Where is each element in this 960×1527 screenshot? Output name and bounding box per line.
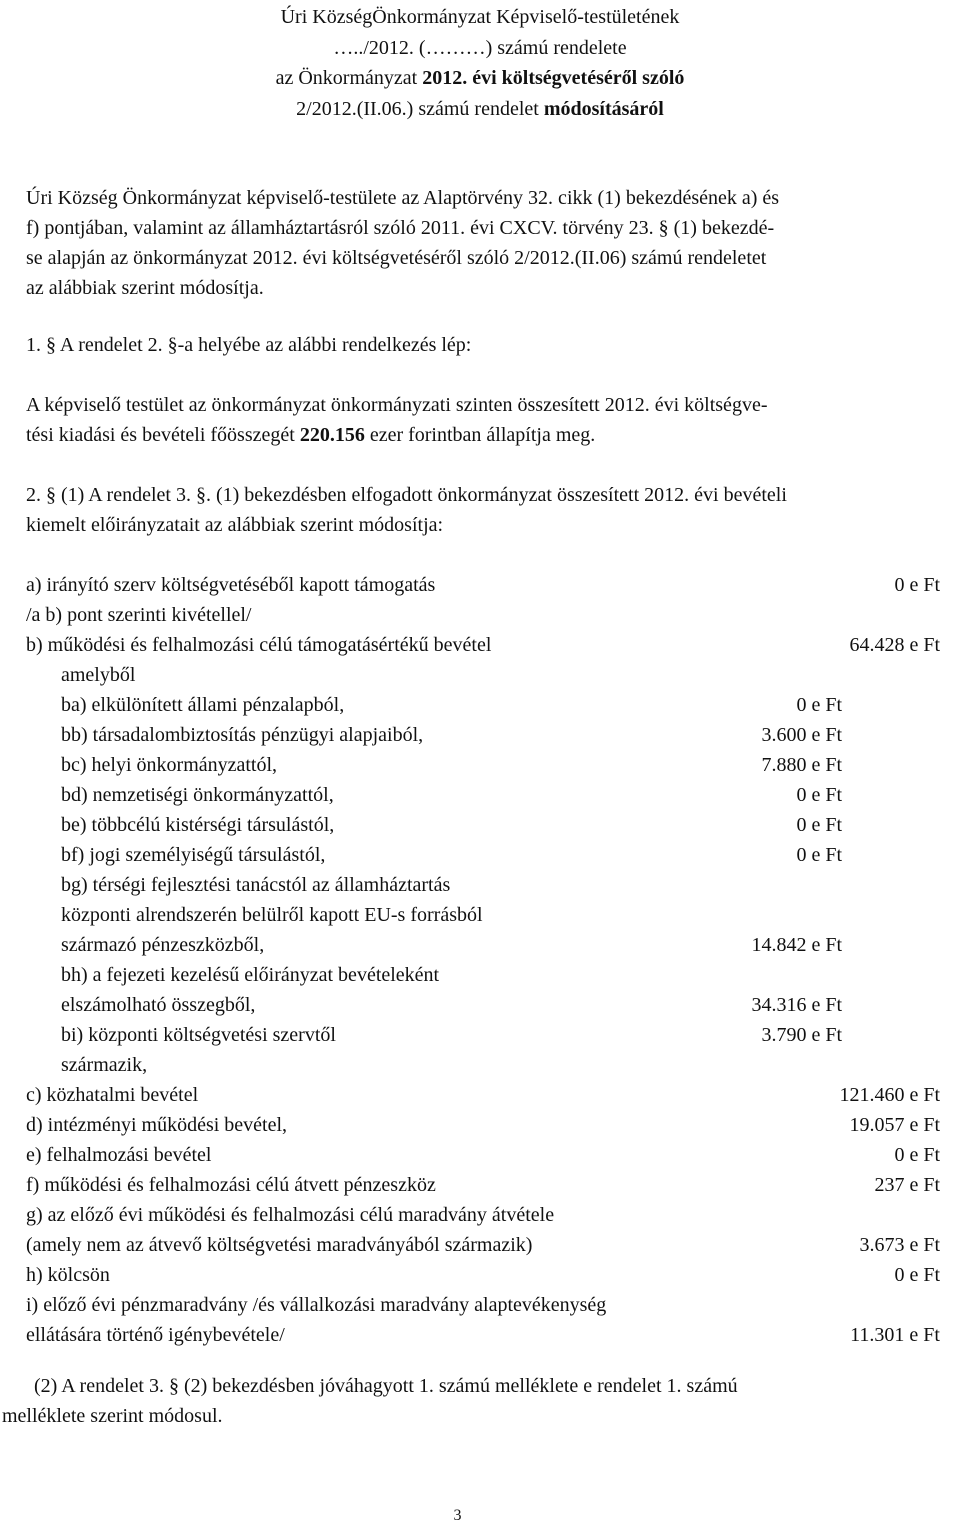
- intro-line-4: az alábbiak szerint módosítja.: [26, 277, 264, 299]
- item-d-amount: 19.057 e Ft: [849, 1114, 940, 1136]
- item-bc: bc) helyi önkormányzattól,: [61, 754, 278, 776]
- item-f: f) működési és felhalmozási célú átvett pénzeszköz: [26, 1174, 436, 1196]
- item-i-amount: 11.301 e Ft: [850, 1324, 940, 1346]
- item-i-line-2: ellátására történő igénybevétele/: [26, 1324, 285, 1346]
- item-bg-amount: 14.842 e Ft: [751, 934, 842, 956]
- para-2-line-1: (2) A rendelet 3. § (2) bekezdésben jóváhagyott 1. számú melléklete e rendelet 1. számú: [34, 1375, 738, 1397]
- title-line-4: 2/2012.(II.06.) számú rendelet módosításáról: [296, 97, 664, 120]
- item-ba-amount: 0 e Ft: [796, 694, 842, 716]
- item-bg-line-2: központi alrendszerén belülről kapott EU-s forrásból: [61, 904, 483, 926]
- item-bg-line-1: bg) térségi fejlesztési tanácstól az államháztartás: [61, 874, 451, 896]
- item-g-line-2: (amely nem az átvevő költségvetési maradványából származik): [26, 1234, 533, 1256]
- section-2-line-2: kiemelt előirányzatait az alábbiak szerint módosítja:: [26, 514, 444, 536]
- item-bh-line-2: elszámolható összegből,: [61, 994, 256, 1016]
- intro-line-2: f) pontjában, valamint az államháztartásról szóló 2011. évi CXCV. törvény 23. § (1) bekezdé-: [26, 217, 775, 239]
- item-a-amount: 0 e Ft: [894, 574, 940, 596]
- total-amount: 220.156: [299, 424, 365, 446]
- item-bc-amount: 7.880 e Ft: [761, 754, 842, 776]
- item-g-amount: 3.673 e Ft: [859, 1234, 940, 1256]
- item-h: h) kölcsön: [26, 1264, 110, 1286]
- item-bi-tail: származik,: [61, 1054, 148, 1076]
- intro-line-1: Úri Község Önkormányzat képviselő-testülete az Alaptörvény 32. cikk (1) bekezdésének a) és: [26, 187, 780, 209]
- item-a: a) irányító szerv költségvetéséből kapott támogatás: [26, 574, 436, 596]
- item-ba: ba) elkülönített állami pénzalapból,: [61, 694, 345, 716]
- item-be: be) többcélú kistérségi társulástól,: [61, 814, 335, 836]
- title-line-1: Úri KözségÖnkormányzat Képviselő-testületének: [280, 6, 680, 28]
- section-1-line-1: A képviselő testület az önkormányzat önkormányzati szinten összesített 2012. évi költségve-: [26, 394, 768, 416]
- para-2-line-2: melléklete szerint módosul.: [2, 1405, 223, 1427]
- item-bb: bb) társadalombiztosítás pénzügyi alapjaiból,: [61, 724, 424, 746]
- item-i-line-1: i) előző évi pénzmaradvány /és vállalkozási maradvány alaptevékenység: [26, 1294, 607, 1316]
- page-number: 3: [453, 1507, 462, 1524]
- item-bh-line-1: bh) a fejezeti kezelésű előirányzat bevételeként: [61, 964, 440, 986]
- item-bh-amount: 34.316 e Ft: [751, 994, 842, 1016]
- intro-line-3: se alapján az önkormányzat 2012. évi költségvetéséről szóló 2/2012.(II.06) számú rendeletet: [26, 247, 767, 269]
- item-bi: bi) központi költségvetési szervtől: [61, 1024, 336, 1046]
- item-bd: bd) nemzetiségi önkormányzattól,: [61, 784, 334, 806]
- section-1-line-2: tési kiadási és bevételi főösszegét 220.156 ezer forintban állapítja meg.: [26, 424, 596, 446]
- item-e-amount: 0 e Ft: [894, 1144, 940, 1166]
- section-2-line-1: 2. § (1) A rendelet 3. §. (1) bekezdésben elfogadott önkormányzat összesített 2012. évi bevételi: [26, 484, 787, 506]
- section-1-heading: 1. § A rendelet 2. §-a helyébe az alábbi rendelkezés lép:: [26, 334, 472, 356]
- item-a-note: /a b) pont szerinti kivétellel/: [26, 604, 252, 626]
- item-c-amount: 121.460 e Ft: [839, 1084, 940, 1106]
- item-b: b) működési és felhalmozási célú támogatásértékű bevétel: [26, 634, 492, 656]
- item-bg-line-3: származó pénzeszközből,: [61, 934, 265, 956]
- item-be-amount: 0 e Ft: [796, 814, 842, 836]
- item-e: e) felhalmozási bevétel: [26, 1144, 212, 1166]
- item-b-amount: 64.428 e Ft: [849, 634, 940, 656]
- title-line-2: …../2012. (………) számú rendelete: [333, 36, 627, 59]
- item-bf-amount: 0 e Ft: [796, 844, 842, 866]
- item-f-amount: 237 e Ft: [874, 1174, 940, 1196]
- item-g-line-1: g) az előző évi működési és felhalmozási célú maradvány átvétele: [26, 1204, 555, 1226]
- item-d: d) intézményi működési bevétel,: [26, 1114, 288, 1136]
- item-b-sub-intro: amelyből: [61, 664, 136, 686]
- title-line-3: az Önkormányzat 2012. évi költségvetéséről szóló: [275, 67, 685, 89]
- item-bi-amount: 3.790 e Ft: [761, 1024, 842, 1046]
- item-bb-amount: 3.600 e Ft: [761, 724, 842, 746]
- item-bd-amount: 0 e Ft: [796, 784, 842, 806]
- item-h-amount: 0 e Ft: [894, 1264, 940, 1286]
- item-bf: bf) jogi személyiségű társulástól,: [61, 844, 326, 866]
- item-c: c) közhatalmi bevétel: [26, 1084, 199, 1106]
- document-title: [0, 2, 960, 124]
